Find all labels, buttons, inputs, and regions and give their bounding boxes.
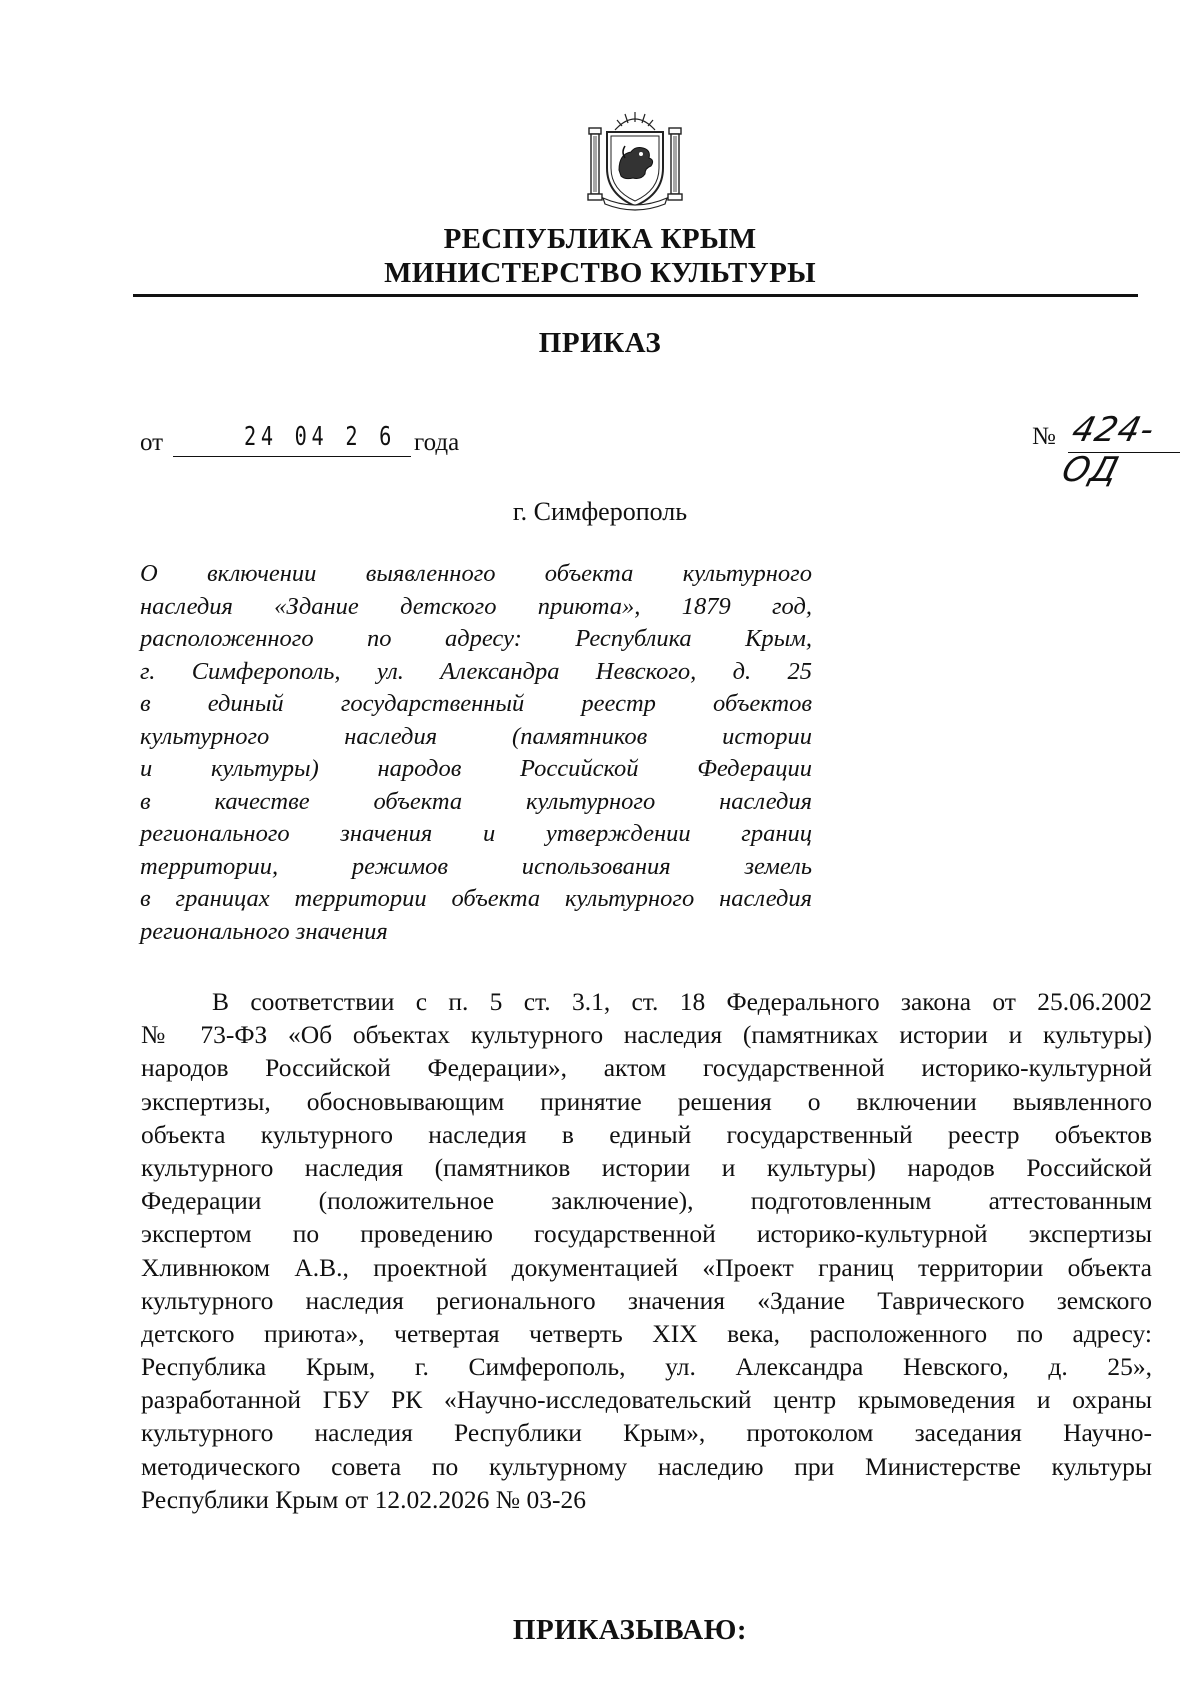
document-type-title: ПРИКАЗ — [538, 327, 662, 359]
body-line: разработанной ГБУ РК «Научно-исследовательский центр крымоведения и охраны — [141, 1385, 1152, 1415]
header-divider — [133, 294, 1138, 297]
body-line: экспертизы, обосновывающим принятие решения о включении выявленного — [141, 1086, 1152, 1116]
command-text: ПРИКАЗЫВАЮ: — [512, 1614, 748, 1646]
body-line: культурного наследия Республики Крым», протоколом заседания Научно- — [141, 1418, 1152, 1448]
org-ministry-title: МИНИСТЕРСТВО КУЛЬТУРЫ — [384, 257, 816, 289]
date-suffix: года — [414, 429, 460, 456]
subject-line: территории, режимов использования земель — [140, 852, 812, 880]
org-region-title: РЕСПУБЛИКА КРЫМ — [443, 223, 757, 255]
body-line: культурного наследия регионального значения «Здание Таврического земского — [141, 1285, 1152, 1315]
body-line: культурного наследия (памятников истории и культуры) народов Российской — [141, 1152, 1152, 1182]
body-line: Республики Крым от 12.02.2026 № 03-26 — [141, 1484, 586, 1514]
body-line: народов Российской Федерации», актом государственной историко-культурной — [141, 1053, 1152, 1083]
coat-of-arms-emblem — [585, 108, 685, 212]
body-line: методического совета по культурному наследию при Министерстве культуры — [141, 1451, 1152, 1481]
subject-block — [140, 558, 812, 948]
subject-line: г. Симферополь, ул. Александра Невского, д. 25 — [140, 657, 812, 685]
subject-line: регионального значения — [140, 917, 388, 945]
city-name: г. Симферополь — [512, 497, 688, 526]
subject-line: культурного наследия (памятников истории — [140, 722, 812, 750]
number-prefix: № — [1032, 423, 1056, 450]
body-line: детского приюта», четвертая четверть XIX века, расположенного по адресу: — [141, 1318, 1152, 1348]
subject-line: расположенного по адресу: Республика Крым, — [140, 625, 812, 652]
city-line — [0, 497, 1200, 527]
date-prefix: от — [140, 429, 164, 456]
body-line: Федерации (положительное заключение), подготовленным аттестованным — [141, 1186, 1152, 1216]
subject-line: и культуры) народов Российской Федерации — [140, 755, 812, 782]
body-line: Республика Крым, г. Симферополь, ул. Александра Невского, д. 25», — [141, 1352, 1152, 1382]
preamble-paragraph — [141, 985, 1152, 1516]
subject-line: в единый государственный реестр объектов — [140, 690, 812, 717]
body-line: Хливнюком А.В., проектной документацией «Проект границ территории объекта — [141, 1252, 1152, 1282]
subject-line: в качестве объекта культурного наследия — [140, 787, 812, 815]
number-underline — [1068, 452, 1180, 453]
subject-line: наследия «Здание детского приюта», 1879 год, — [140, 592, 812, 620]
body-line: экспертом по проведению государственной историко-культурной экспертизы — [141, 1219, 1152, 1249]
subject-line: регионального значения и утверждении границ — [140, 820, 812, 847]
body-line: № 73-ФЗ «Об объектах культурного наследия (памятниках истории и культуры) — [141, 1020, 1152, 1050]
body-line: В соответствии с п. 5 ст. 3.1, ст. 18 Федерального закона от 25.06.2002 — [212, 987, 1152, 1016]
handwritten-order-number: 424-ОД — [1058, 410, 1160, 490]
date-stamp-value: 24 04 2 6 — [244, 422, 397, 452]
date-underline — [173, 456, 411, 457]
body-line: объекта культурного наследия в единый государственный реестр объектов — [141, 1119, 1152, 1149]
command-heading — [0, 1613, 1200, 1647]
subject-line: в границах территории объекта культурного наследия — [140, 885, 812, 912]
subject-line: О включении выявленного объекта культурного — [140, 560, 812, 587]
